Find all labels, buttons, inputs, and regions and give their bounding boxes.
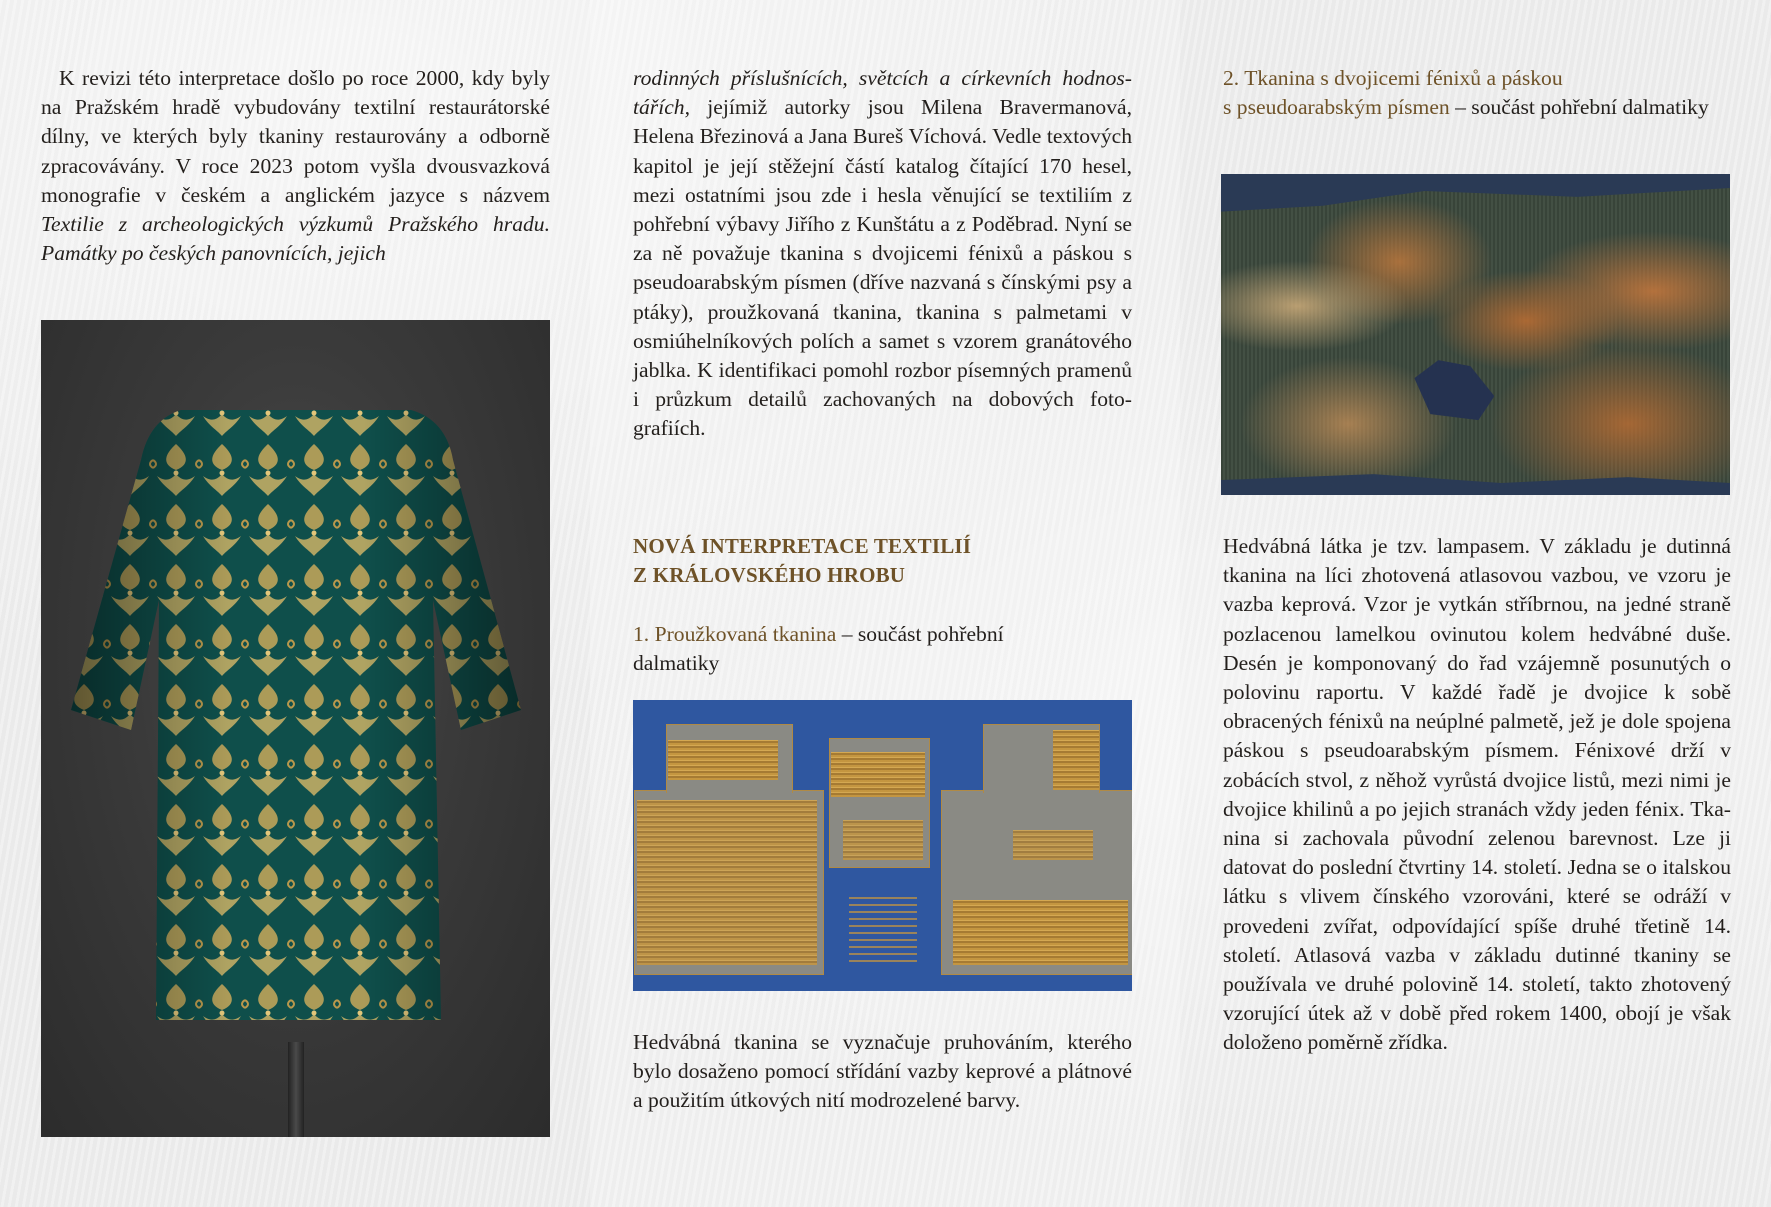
item-1-caption [633, 620, 1073, 678]
item-1-description-text: Hedvábná tkanina se vyznačuje pruhováním, kterého bylo dosaženo pomocí střídání vazby keprové a plátnové a použitím útkových nití modrozelené barvy. [633, 1030, 1132, 1113]
item-2-caption [1223, 64, 1723, 122]
section-heading-line-1: NOVÁ INTERPRETACE TEXTILIÍ [633, 534, 972, 558]
phoenix-fabric [1221, 188, 1730, 483]
monograph-text: jejímiž autorky jsou Milena Bravermanová, Helena Březinová a Jana Bureš Víchová. Vedle textových kapitol je její stěžejní částí katalog čítající 170 hesel, mezi ostatními jsou zde i hesla věnující se textiliím z pohřební výbavy Jiřího z Kunštátu a z Poděbrad. Nyní se za ně považuje tkanina s dvojicemi fénixů a páskou s pseudoarabským písmen (dříve nazvaná s čínskými psy a ptáky), proužkovaná tkanina, tkanina s palmetami v osmiúhelníkových polích a samet s vzorem granátového jablka. K identifikaci pomohl rozbor písemných pramenů i průzkum detailů zachovaných na dobových fotografiích. [633, 95, 1132, 441]
phoenix-fabric-photo [1221, 174, 1730, 495]
item-2-description-text: Hedvábná látka je tzv. lampasem. V základu je dutinná tkanina na líci zhotovená atlasovou vazbou, ve vzoru je vazba keprová. Vzor je vytkán stříbrnou, na jedné straně pozlacenou lamelkou ovinutou kolem hedvábné duše. Desén je komponovaný do řad vzájemně posunutých o polovinu raportu. V každé řadě je dvojice k sobě obracených fénixů na neúplné palmetě, jež je dole spojena páskou s pseudoarabským písmem. Fénixové drží v zobácích stvol, z něhož vyrůstá dvojice listů, mezi nimi je dvojice khilinů a po jejich stranách vždy jeden fénix. Tkanina si zachovala původní zelenou barevnost. Lze ji datovat do poslední čtvrtiny 14. století. Jedna se o italskou látku s vlivem čínského vzorováni, které se odráží v provedeni zvířat, odpovídající spíše druhé třetině 14. století. Atlasová vazba v základu dutinné tkaniny se používala ve druhé polovině 14. století, takto zhotovený vzorující útek až v době před rokem 1400, obojí je však doloženo poměrně zřídka. [1223, 534, 1731, 1055]
item-1-subtitle: – součást pohřební dalmatiky [633, 622, 1004, 676]
monograph-title: Textilie z archeologických výzkumů Pražského hradu. Památky po českých panovnících, jejich [41, 212, 550, 266]
item-2-description [1223, 532, 1731, 1058]
item-2-title-line-1: 2. Tkanina s dvojicemi fénixů a páskou [1223, 66, 1563, 90]
dalmatic-photo [41, 320, 550, 1137]
intro-paragraph [41, 64, 550, 268]
monograph-paragraph [633, 64, 1132, 444]
item-2-title-line-2: s pseudoarabským písmen [1223, 95, 1450, 120]
monograph-title-continued: rodinných příslušnících, světcích a církevních hodnostářích, [633, 66, 1132, 120]
intro-text: K revizi této interpretace došlo po roce 2000, kdy byly na Pražském hradě vybudovány textilní restaurátorské dílny, ve kterých byly tkaniny restaurovány a odborně zpracovávány. V roce 2023 potom vyšla dvousvazková monografie v českém a anglickém jazyce s názvem [41, 66, 550, 207]
page-middle [590, 0, 1180, 1207]
section-heading [633, 532, 1132, 590]
display-stand [288, 1042, 304, 1137]
page-left [0, 0, 590, 1207]
section-heading-line-2: Z KRÁLOVSKÉHO HROBU [633, 563, 906, 587]
striped-fabric-photo [633, 700, 1132, 991]
item-1-description [633, 1028, 1132, 1116]
item-1-title: 1. Proužkovaná tkanina [633, 622, 837, 646]
page-right [1180, 0, 1771, 1207]
item-2-subtitle: – součást pohřební dalmatiky [1449, 95, 1709, 120]
dalmatic-garment-illustration [61, 380, 531, 1080]
